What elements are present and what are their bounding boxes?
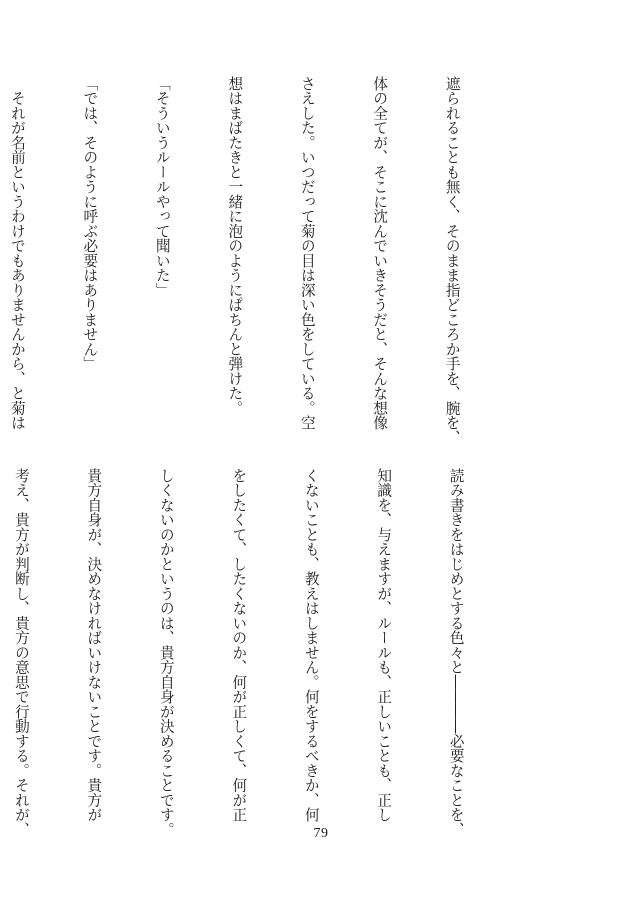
text-line: それが名前というわけでもありませんから、と菊は [8, 76, 26, 430]
text-line: 知識を、与えますが、ルールも、正しいことも、正し [375, 468, 393, 822]
text-line: 読み書きをはじめとする色々と――――必要なことを、 [447, 468, 465, 837]
text-line: 体の全てが、そこに沈んでいきそうだと、そんな想像 [371, 76, 389, 430]
text-line: しくないのかというのは、貴方自身が決めることです。 [157, 468, 175, 837]
text-block-upper [8, 76, 512, 445]
text-line: 「そういうルールやって聞いた」 [153, 76, 171, 298]
text-line: 想はまばたきと一緒に泡のようにぱちんと弾けた。 [226, 76, 244, 416]
text-line: 考え、貴方が判断し、貴方の意思で行動する。それが、 [12, 468, 30, 837]
text-line: 貴方自身が、決めなければいけないことです。貴方が [85, 468, 103, 822]
text-line: をしたくて、したくないのか、何が正しくて、何が正 [230, 468, 248, 822]
text-line: くないことも、教えはしません。何をするべきか、何 [302, 468, 320, 822]
text-line: さえした。いつだって菊の目は深い色をしている。空 [298, 76, 316, 430]
text-line: 遮られることも無く、そのまま指どころか手を、腕を、 [443, 76, 461, 445]
page-number: 79 [313, 826, 329, 841]
text-line: 「では、そのように呼ぶ必要はありません」 [81, 76, 99, 371]
